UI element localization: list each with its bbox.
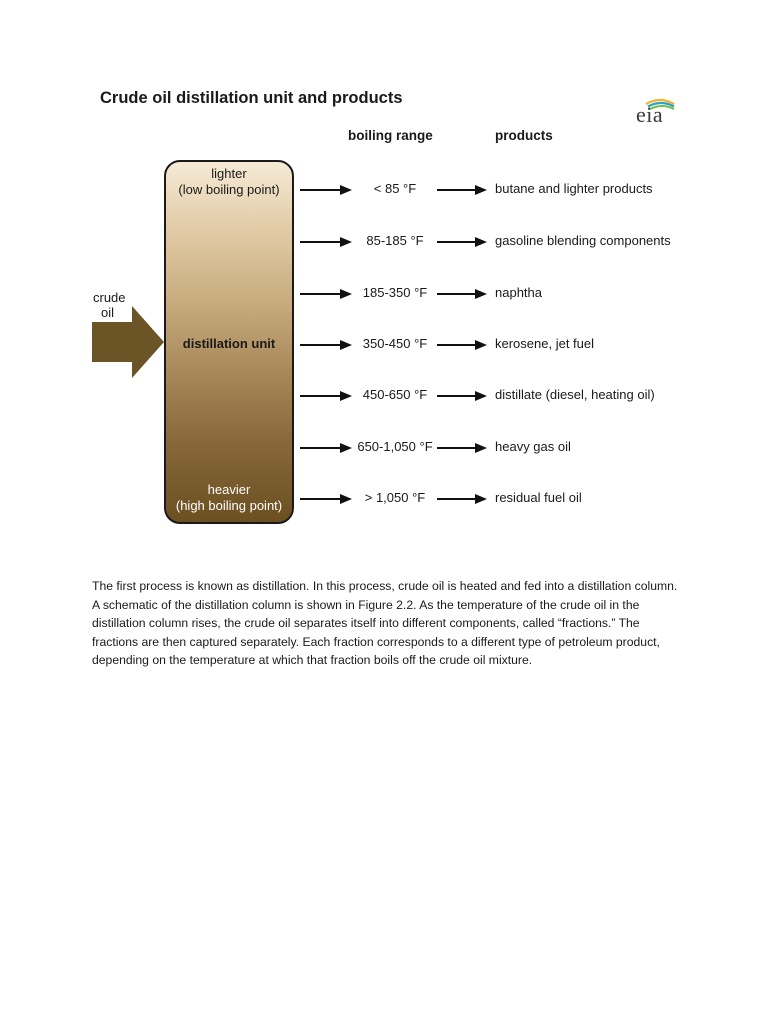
boiling-range-value: 350-450 °F [362,336,428,351]
product-name: gasoline blending components [495,233,671,248]
arrow-right-icon [437,183,487,197]
products-header: products [495,128,553,143]
column-top-label: lighter [211,166,247,181]
arrow-right-icon [437,389,487,403]
arrow-right-icon [437,235,487,249]
product-name: distillate (diesel, heating oil) [495,387,655,402]
boiling-range-value: 650-1,050 °F [357,439,433,454]
column-bottom-label: heavier [207,482,251,497]
boiling-range-header: boiling range [348,128,433,143]
fraction-row [0,283,768,305]
boiling-range-value: 450-650 °F [362,387,428,402]
feed-label-oil: oil [101,305,115,320]
product-name: residual fuel oil [495,490,582,505]
fraction-row [0,437,768,459]
body-paragraph: The first process is known as distillation. In this process, crude oil is heated and fed into a distillation column. A schematic of the distillation column is shown in Figure 2.2. As the temperature of the crude oil in the distillation column rises, the crude oil separates itself into different components, called “fractions.” The fractions are then captured separately. Each fraction corresponds to a different type of petroleum product, depending on the temperature at which that fraction boils off the crude oil mixture. [92,579,678,668]
column-bottom-sublabel: (high boiling point) [175,498,283,513]
fraction-row [0,385,768,407]
boiling-range-value: > 1,050 °F [364,490,426,505]
arrow-right-icon [437,338,487,352]
fraction-row [0,488,768,510]
eia-logo-icon [632,98,678,130]
boiling-range-value: 85-185 °F [366,233,424,248]
arrow-right-icon [437,441,487,455]
boiling-range-value: 185-350 °F [362,285,428,300]
arrow-right-icon [437,287,487,301]
column-top-sublabel: (low boiling point) [178,182,280,197]
product-name: heavy gas oil [495,439,571,454]
product-name: naphtha [495,285,542,300]
column-middle-label: distillation unit [182,336,276,351]
product-name: butane and lighter products [495,181,653,196]
boiling-range-value: < 85 °F [373,181,417,196]
feed-label-crude: crude [93,290,126,305]
product-name: kerosene, jet fuel [495,336,595,351]
figure-title: Crude oil distillation unit and products [100,89,403,107]
fraction-row [0,231,768,253]
fraction-row [0,179,768,201]
eia-logo-text: eia [636,102,664,127]
arrow-right-icon [437,492,487,506]
fraction-row [0,334,768,356]
